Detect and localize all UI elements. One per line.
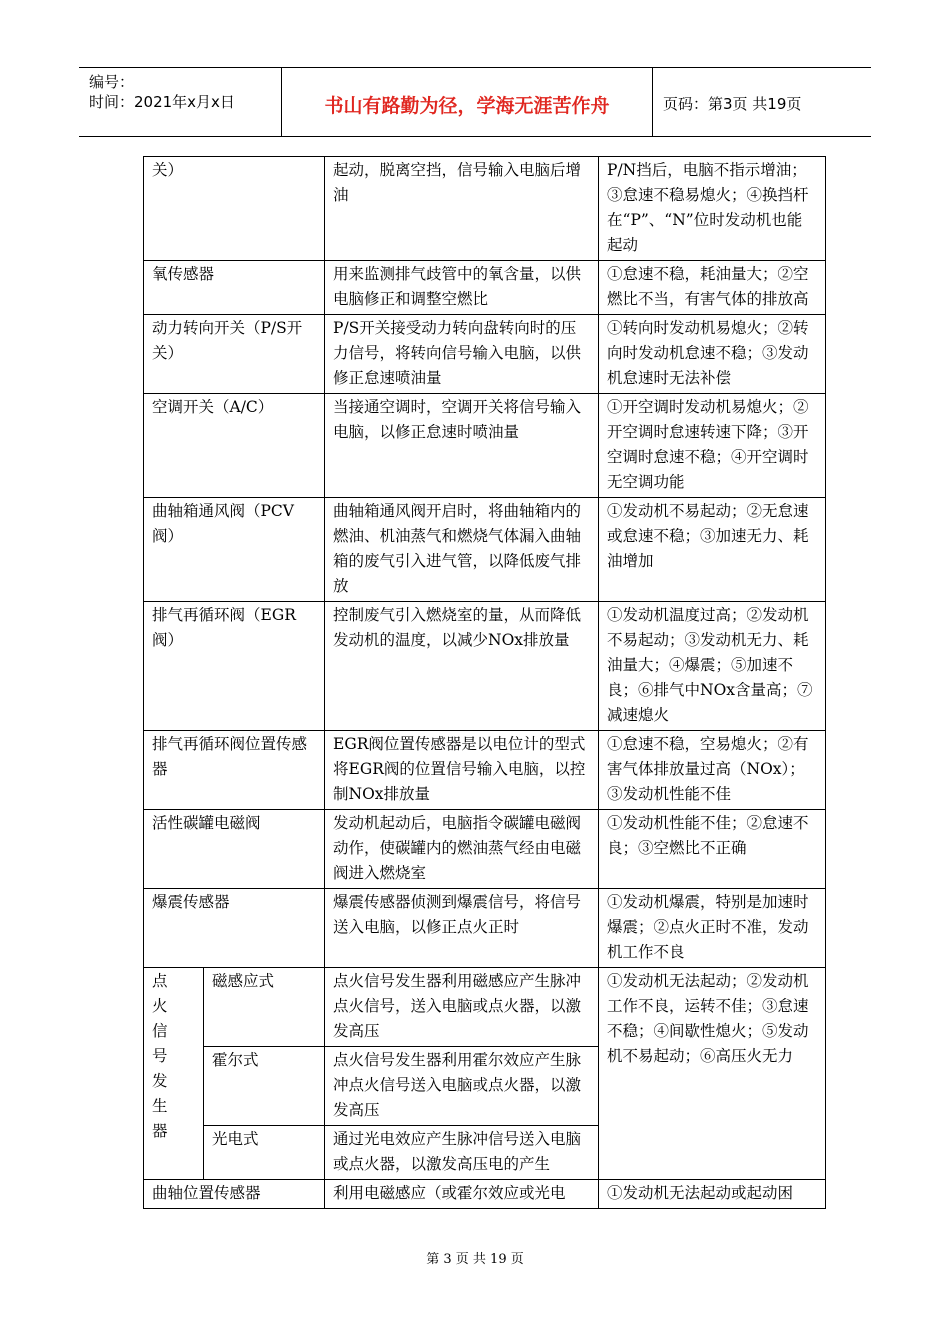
ignition-sub-type: 磁感应式	[204, 968, 325, 1047]
component-function: 通过光电效应产生脉冲信号送入电脑或点火器，以激发高压电的产生	[325, 1126, 599, 1180]
ignition-sub-type: 霍尔式	[204, 1047, 325, 1126]
component-function: 起动，脱离空挡，信号输入电脑后增油	[325, 157, 599, 261]
fault-symptom: ①开空调时发动机易熄火；②开空调时怠速转速下降；③开空调时怠速不稳；④开空调时无空调功能	[599, 394, 826, 498]
component-function: 利用电磁感应（或霍尔效应或光电	[325, 1180, 599, 1209]
page-header	[79, 67, 871, 137]
component-name: 动力转向开关（P/S开关）	[144, 315, 325, 394]
table-row	[144, 315, 826, 394]
component-name: 关）	[144, 157, 325, 261]
header-meta	[79, 68, 282, 136]
fault-symptom: ①发动机温度过高；②发动机不易起动；③发动机无力、耗油量大；④爆震；⑤加速不良；⑥排气中NOx含量高；⑦减速熄火	[599, 602, 826, 731]
table-row	[144, 602, 826, 731]
component-name: 氧传感器	[144, 261, 325, 315]
component-name: 曲轴箱通风阀（PCV阀）	[144, 498, 325, 602]
component-function: P/S开关接受动力转向盘转向时的压力信号，将转向信号输入电脑，以供修正怠速喷油量	[325, 315, 599, 394]
table-row	[144, 731, 826, 810]
ignition-sub-type: 光电式	[204, 1126, 325, 1180]
fault-symptom: ①怠速不稳，空易熄火；②有害气体排放量过高（NOx）；③发动机性能不佳	[599, 731, 826, 810]
fault-symptom: ①发动机爆震，特别是加速时爆震；②点火正时不准，发动机工作不良	[599, 889, 826, 968]
fault-symptom: P/N挡后，电脑不指示增油；③怠速不稳易熄火；④换挡杆在“P”、“N”位时发动机也能起动	[599, 157, 826, 261]
fault-symptom: ①发动机性能不佳；②怠速不良；③空燃比不正确	[599, 810, 826, 889]
component-table	[143, 156, 826, 1209]
component-function: EGR阀位置传感器是以电位计的型式将EGR阀的位置信号输入电脑，以控制NOx排放量	[325, 731, 599, 810]
table-row	[144, 889, 826, 968]
page-footer: 第 3 页 共 19 页	[426, 1252, 524, 1267]
table-row	[144, 157, 826, 261]
component-function: 点火信号发生器利用霍尔效应产生脉冲点火信号送入电脑或点火器，以激发高压	[325, 1047, 599, 1126]
doc-time-label: 时间：2021年x月x日	[89, 93, 235, 111]
component-function: 当接通空调时，空调开关将信号输入电脑，以修正怠速时喷油量	[325, 394, 599, 498]
component-name: 排气再循环阀位置传感器	[144, 731, 325, 810]
table-row	[144, 261, 826, 315]
component-name: 活性碳罐电磁阀	[144, 810, 325, 889]
table-row	[144, 810, 826, 889]
table-row	[144, 394, 826, 498]
component-function: 发动机起动后，电脑指令碳罐电磁阀动作，使碳罐内的燃油蒸气经由电磁阀进入燃烧室	[325, 810, 599, 889]
component-function: 用来监测排气歧管中的氧含量，以供电脑修正和调整空燃比	[325, 261, 599, 315]
fault-symptom: ①怠速不稳，耗油量大；②空燃比不当，有害气体的排放高	[599, 261, 826, 315]
component-name: 排气再循环阀（EGR阀）	[144, 602, 325, 731]
component-name: 爆震传感器	[144, 889, 325, 968]
component-function: 点火信号发生器利用磁感应产生脉冲点火信号，送入电脑或点火器，以激发高压	[325, 968, 599, 1047]
component-function: 曲轴箱通风阀开启时，将曲轴箱内的燃油、机油蒸气和燃烧气体漏入曲轴箱的废气引入进气管，以降低废气排放	[325, 498, 599, 602]
header-page-info: 页码：第3页 共19页	[663, 94, 802, 113]
table-row	[144, 498, 826, 602]
table-row	[144, 1180, 826, 1209]
component-function: 爆震传感器侦测到爆震信号，将信号送入电脑，以修正点火正时	[325, 889, 599, 968]
header-motto: 书山有路勤为径，学海无涯苦作舟	[282, 68, 653, 136]
fault-symptom: ①发动机无法起动或起动困	[599, 1180, 826, 1209]
component-name: 曲轴位置传感器	[144, 1180, 325, 1209]
doc-number-label: 编号：	[89, 73, 135, 91]
table-row	[144, 968, 826, 1047]
component-function: 控制废气引入燃烧室的量，从而降低发动机的温度，以减少NOx排放量	[325, 602, 599, 731]
component-name: 空调开关（A/C）	[144, 394, 325, 498]
fault-symptom: ①发动机不易起动；②无怠速或怠速不稳；③加速无力、耗油增加	[599, 498, 826, 602]
ignition-group-name: 点火信号发生器	[144, 968, 204, 1180]
fault-symptom: ①转向时发动机易熄火；②转向时发动机怠速不稳；③发动机怠速时无法补偿	[599, 315, 826, 394]
fault-symptom: ①发动机无法起动；②发动机工作不良，运转不佳；③怠速不稳；④间歇性熄火；⑤发动机不易起动；⑥高压火无力	[599, 968, 826, 1180]
